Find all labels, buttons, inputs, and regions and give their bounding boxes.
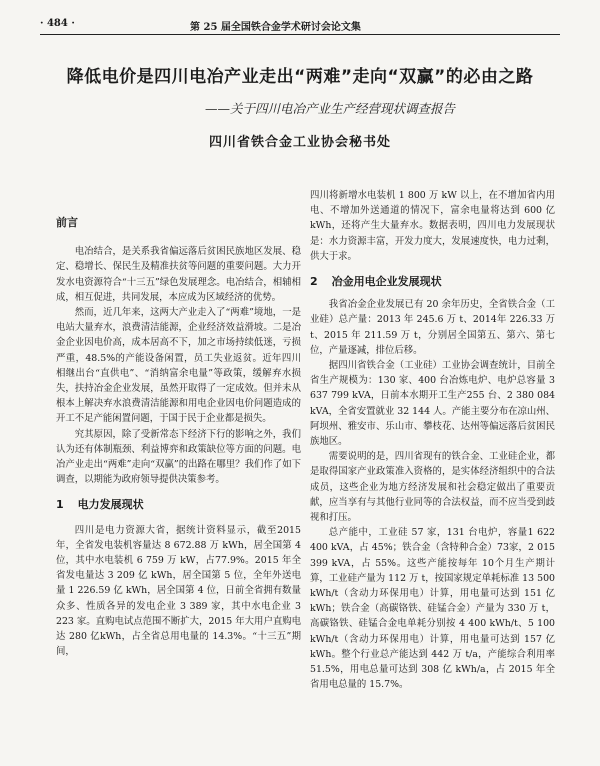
section-2-heading xyxy=(310,274,555,289)
paper-subtitle: ——关于四川电冶产业生产经营现状调查报告 xyxy=(204,101,455,116)
left-column xyxy=(56,188,301,659)
section-1-title: 电力发展现状 xyxy=(77,498,144,512)
page-number: · 484 · xyxy=(40,18,75,29)
foreword-paragraph: 电冶结合，是关系我省偏远落后贫困民族地区发展、稳定、稳增长、保民生及精准扶贫等问题的重要问题。大力开发水电资源符合“十三五”绿色发展理念。电冶结合，相辅相成，相互促进，共同发展，本应成为区域经济的优势。 xyxy=(56,246,301,303)
section-2-paragraph: 据四川省铁合金（工业硅）工业协会调查统计，目前全省生产规模为：130 家、400 台冶炼电炉、电炉总容量 3 637 799 kVA，日前本水期开工生产255 台、2 380 084 kVA，全省安置就业 32 144 人。产能主要分布在凉山州、阿坝州、雅安市、乐山市、攀枝花、达州等偏远落后贫困民族地区。 xyxy=(310,360,555,448)
section-1-paragraph: 四川是电力资源大省，据统计资料显示，截至2015 年，全省发电装机容量达 8 672.88 万 kWh，居全国第 4 位，其中水电装机 6 759 万 kW，占77.9%。2015 年全省发电量达 3 209 亿 kWh，居全国第 5 位，全年外送电量 1 226.59 亿 kWh，居全国第 4 位，日前全省拥有数量众多、性质各异的发电企业 3 389 家，其中水电企业 3 223 家。直购电试点范围不断扩大，2015 年大用户直购电达 280 亿kWh，占全省总用电量的 14.3%。“十三五”期间， xyxy=(56,524,301,658)
section-2-title: 冶金用电企业发展现状 xyxy=(331,275,442,289)
paper-author: 四川省铁合金工业协会秘书处 xyxy=(208,135,391,150)
journal-title: 第 25 届全国铁合金学术研讨会论文集 xyxy=(190,22,361,33)
paper-title: 降低电价是四川电冶产业走出“两难”走向“双赢”的必由之路 xyxy=(66,67,534,87)
foreword-paragraph: 究其原因，除了受新常态下经济下行的影响之外，我们认为还有体制瓶颈、利益博弈和政策缺位等方面的问题。电冶产业走出“两难”走向“双赢”的出路在哪里？我们作了如下调查，以期能为政府领导提供决策参考。 xyxy=(56,428,301,486)
section-2-paragraph: 需要说明的是，四川省现有的铁合金、工业硅企业，都是取得国家产业政策准入资格的，是实体经济组织中的合法成员，这些企业为地方经济发展和社会稳定做出了重要贡献，应当享有与其他行业同等的合法权益，而不应当受到歧视和打压。 xyxy=(310,451,555,524)
section-1-number: 1 xyxy=(56,498,64,512)
running-header xyxy=(40,18,560,35)
foreword-heading: 前言 xyxy=(56,216,78,229)
section-1-heading xyxy=(56,497,301,512)
right-column xyxy=(310,188,555,693)
section-2-paragraph: 我省冶金企业发展已有 20 余年历史，全省铁合金（工业硅）总产量：2013 年 245.6 万 t、2014年 226.33 万 t、2015 年 211.59 万 t，分别居全国第五、第六、第七位，产量逐减，排位后移。 xyxy=(310,299,555,356)
section-1-paragraph-continued: 四川将新增水电装机 1 800 万 kW 以上，在不增加省内用电、不增加外送通道的情况下，富余电量将达到 600 亿 kWh，还将产生大量弃水。数据表明，四川电力发展现状是：水力资源丰富，开发力度大，发展速度快，电力过剩，供大于求。 xyxy=(310,190,555,262)
section-2-number: 2 xyxy=(310,275,318,289)
section-2-paragraph: 总产能中，工业硅 57 家，131 台电炉，容量1 622 400 kVA，占 45%；铁合金（含特种合金）73家，2 015 399 kVA，占 55%。这些产能按每年 10个月生产期计算，工业硅产量为 112 万 t，按国家规定单耗标准 13 500 kWh/t（含动力环保用电）计算，用电量可达到 151 亿 kWh；铁合金（高碳铬铁、硅锰合金）产量为 330 万 t，高碳铬铁、硅锰合金电单耗分别按 4 400 kWh/t、5 100 kWh/t（含动力环保用电）计算，用电量可达到 157 亿 kWh。整个行业总产能达到 442 万 t/a，产能综合利用率 51.5%，用电总量可达到 308 亿 kWh/a，占 2015 年全省用电总量的 15.7%。 xyxy=(310,527,555,691)
foreword-paragraph: 然而，近几年来，这两大产业走入了“两难”境地，一是电站大量弃水，浪费清洁能源，企业经济效益滑坡。二是冶金企业因电价高，成本居高不下，加之市场持续低迷，亏损严重，48.5%的产能设备闲置，员工失业返贫。近年四川相继出台“直供电”、“消纳富余电量”等政策，缓解弃水损失，扶持冶金企业发展，虽然开取得了一定成效。但并未从根本上解决弃水浪费清洁能源和用电企业因电价问题造成的开工不足产能闲置问题，于国于民于企业都是损失。 xyxy=(56,307,301,425)
